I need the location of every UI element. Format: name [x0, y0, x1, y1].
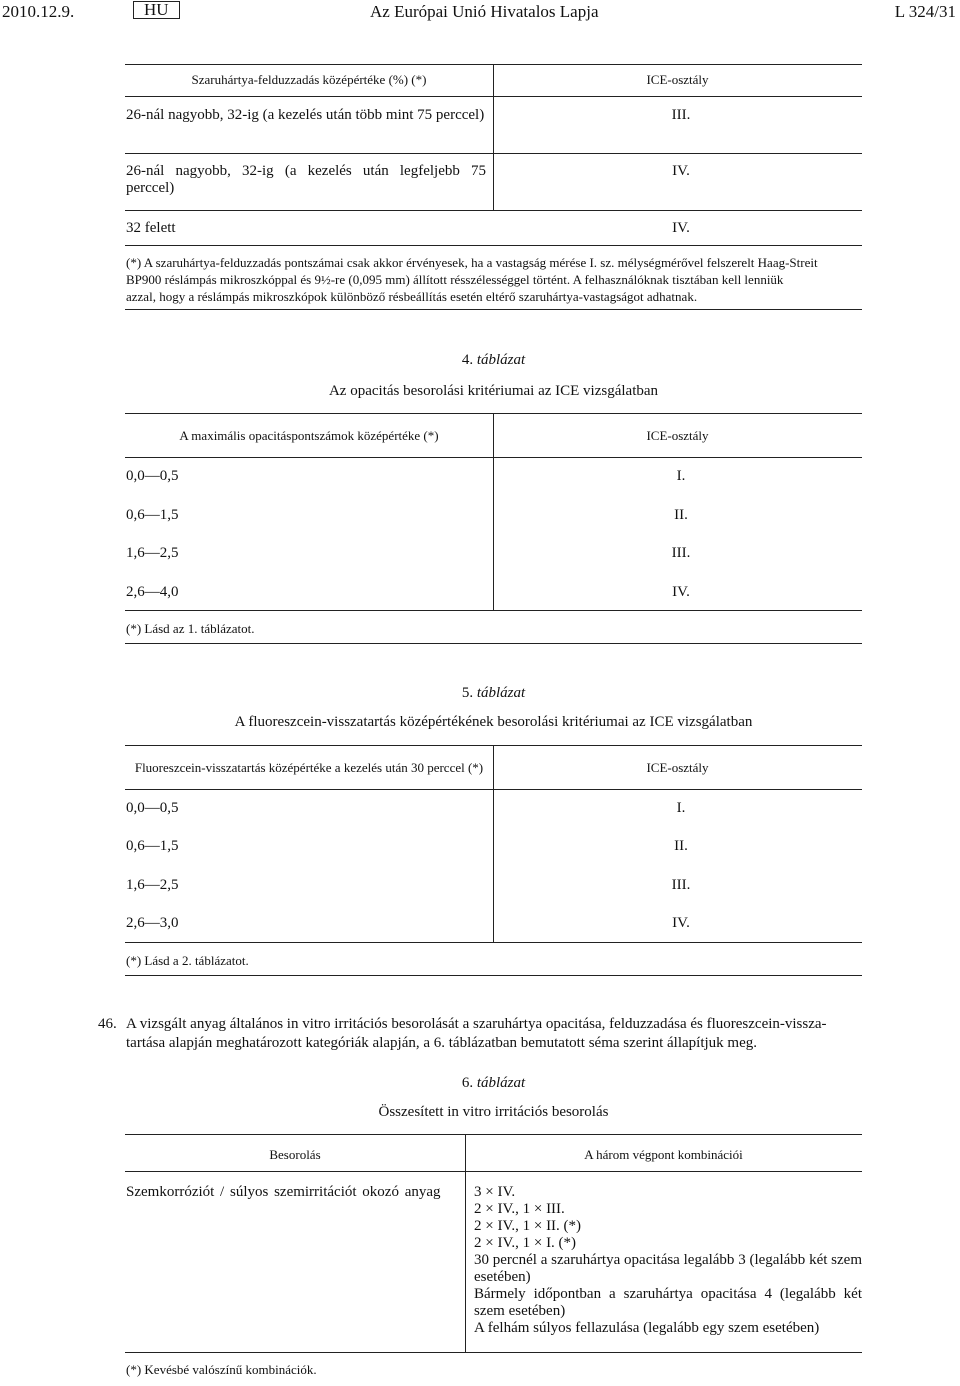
column-divider	[465, 1134, 466, 1352]
paragraph-line: A vizsgált anyag általános in vitro irritációs besorolását a szaruhártya opacitása, felduzzadása és fluoreszcein-vissza-	[126, 1016, 827, 1032]
table-bottom-rule	[125, 942, 862, 943]
table-bottom-rule	[125, 1352, 862, 1353]
table-cell: I.	[676, 800, 686, 816]
combinations-cell	[474, 1184, 862, 1337]
table-cell: III.	[671, 545, 691, 561]
table-cell: I.	[676, 468, 686, 484]
paragraph-number: 46.	[98, 1016, 117, 1032]
table-cell: IV.	[672, 915, 690, 931]
table-cell: 0,6—1,5	[126, 507, 179, 523]
table-number: 6.	[461, 1075, 474, 1091]
column-header: Fluoreszcein-visszatartás középértéke a kezelés után 30 perccel (*)	[134, 760, 484, 775]
row-rule	[125, 153, 862, 154]
table-cell: 0,6—1,5	[126, 838, 179, 854]
table-title: Az opacitás besorolási kritériumai az ICE vizsgálatban	[328, 383, 659, 399]
table-caption	[125, 1075, 862, 1092]
combination-item: 3 × IV.	[474, 1184, 516, 1200]
table-number: 5.	[461, 685, 474, 701]
table-cell: IV.	[672, 584, 690, 600]
table-cell: 0,0—0,5	[126, 800, 179, 816]
table-cell: 1,6—2,5	[126, 877, 179, 893]
header-rule	[125, 457, 862, 458]
combination-item: 30 percnél a szaruhártya opacitása legalább 3 (legalább két szem esetében)	[474, 1252, 862, 1285]
footnote-line: (*) A szaruhártya-felduzzadás pontszámai csak akkor érvényesek, ha a vastagság mérése I. sz. mélységmérővel felszerelt Haag-Streit	[126, 255, 818, 270]
footnote: (*) Lásd a 2. táblázatot.	[126, 953, 249, 968]
column-header: ICE-osztály	[646, 760, 709, 775]
footnote: (*) Kevésbé valószínű kombinációk.	[126, 1362, 317, 1377]
paragraph-line: tartása alapján meghatározott kategóriák alapján, a 6. táblázatban bemutatott séma szerint állapítjuk meg.	[126, 1035, 757, 1051]
table-bottom-rule	[125, 245, 862, 246]
table-cell: 26-nál nagyobb, 32-ig (a kezelés után több mint 75 perccel)	[126, 107, 485, 123]
table-top-rule	[125, 1134, 862, 1135]
table-cell: III.	[671, 107, 691, 123]
table-label: táblázat	[476, 352, 526, 368]
table-end-rule	[125, 643, 862, 644]
combination-item: A felhám súlyos fellazulása (legalább egy szem esetében)	[474, 1320, 820, 1336]
table-number: 4.	[461, 352, 474, 368]
column-header: ICE-osztály	[646, 72, 709, 87]
table-caption	[125, 352, 862, 369]
table-bottom-rule	[125, 610, 862, 611]
page-reference: L 324/31	[894, 2, 956, 21]
combination-item: 2 × IV., 1 × III.	[474, 1201, 565, 1217]
column-header: A maximális opacitáspontszámok középértéke (*)	[179, 428, 439, 443]
footnote-line: azzal, hogy a réslámpás mikroszkópok különböző résbeállítás esetén eltérő szaruhártya-vastagságot adhatnak.	[126, 289, 698, 304]
combination-item: 2 × IV., 1 × I. (*)	[474, 1235, 577, 1251]
table-cell: 1,6—2,5	[126, 545, 179, 561]
header-rule	[125, 1171, 862, 1172]
publication-date: 2010.12.9.	[2, 2, 75, 21]
row-rule	[125, 210, 862, 211]
table-caption	[125, 685, 862, 702]
table-end-rule	[125, 975, 862, 976]
table-cell: 26-nál nagyobb, 32-ig (a kezelés után legfeljebb 75 perccel)	[126, 163, 486, 196]
table-cell: IV.	[672, 220, 690, 236]
footnote-line: BP900 réslámpás mikroszkóppal és 9½-re (0,095 mm) állított résszélességgel történt. A felhasználóknak tisztában kell lenniük	[126, 272, 784, 287]
table-cell: 2,6—4,0	[126, 584, 179, 600]
table-cell: 2,6—3,0	[126, 915, 179, 931]
table-label: táblázat	[476, 685, 526, 701]
header-rule	[125, 96, 862, 97]
table-label: táblázat	[476, 1075, 526, 1091]
combination-item: Bármely időpontban a szaruhártya opacitása 4 (legalább két szem esetében)	[474, 1286, 862, 1319]
footnote: (*) Lásd az 1. táblázatot.	[126, 621, 255, 636]
column-header: A három végpont kombinációi	[584, 1147, 743, 1162]
table-title: Összesített in vitro irritációs besorolás	[378, 1104, 609, 1120]
column-header: Besorolás	[269, 1147, 321, 1162]
language-badge: HU	[133, 1, 180, 19]
journal-title: Az Európai Unió Hivatalos Lapja	[370, 2, 599, 21]
combination-item: 2 × IV., 1 × II. (*)	[474, 1218, 582, 1234]
table-cell: IV.	[672, 163, 690, 179]
table-end-rule	[125, 309, 862, 310]
table-cell: II.	[674, 507, 688, 523]
column-header: ICE-osztály	[646, 428, 709, 443]
table-title: A fluoreszcein-visszatartás középértékének besorolási kritériumai az ICE vizsgálatban	[234, 714, 753, 730]
table-cell: II.	[674, 838, 688, 854]
classification-cell: Szemkorróziót / súlyos szemirritációt okozó anyag	[126, 1184, 441, 1200]
header-rule	[125, 789, 862, 790]
table-cell: 32 felett	[126, 220, 176, 236]
table-cell: III.	[671, 877, 691, 893]
table-cell: 0,0—0,5	[126, 468, 179, 484]
column-header: Szaruhártya-felduzzadás középértéke (%) (*)	[191, 72, 427, 87]
